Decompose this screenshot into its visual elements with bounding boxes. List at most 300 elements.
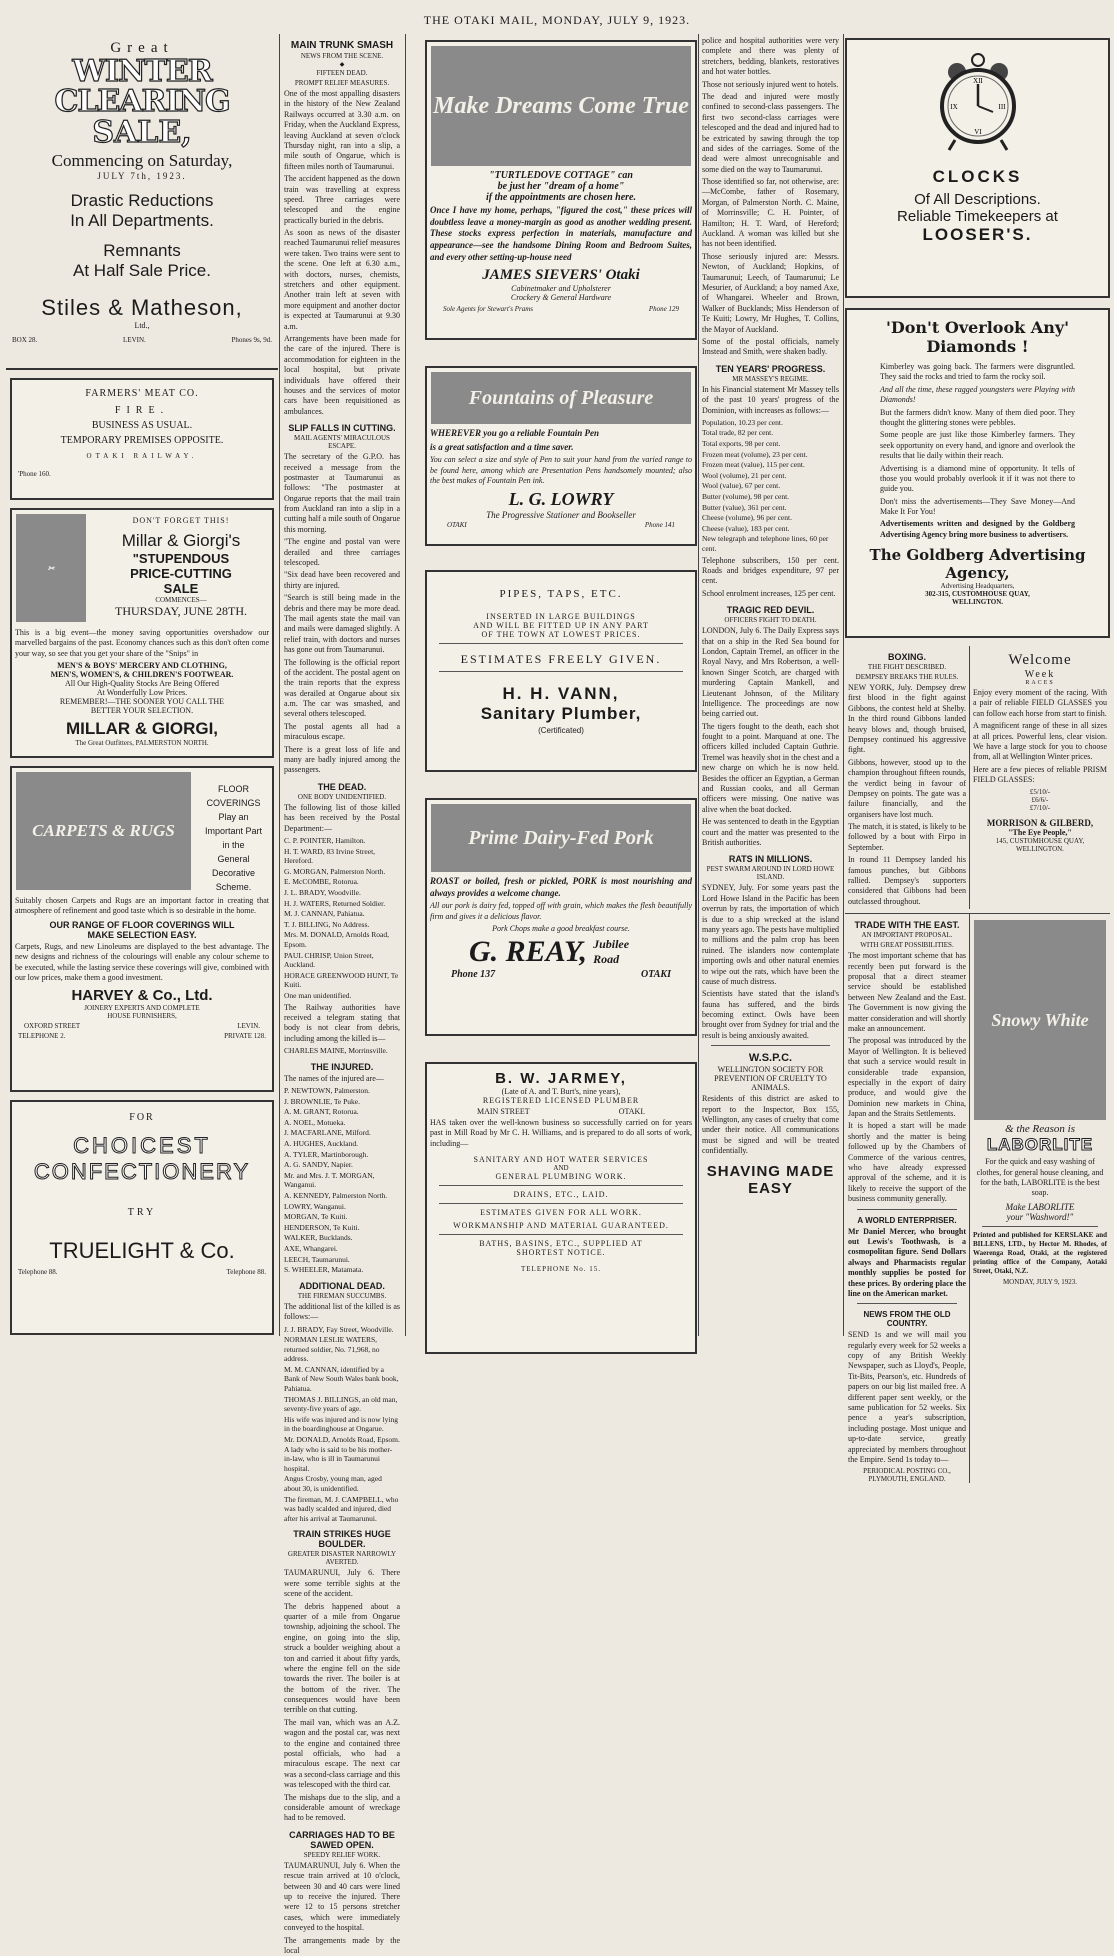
injured-list — [281, 1086, 403, 1275]
ad-firm: LABORLITE — [970, 1135, 1110, 1155]
welcome-week-ad — [970, 646, 1110, 909]
ad-text: PIPES, TAPS, ETC. — [427, 588, 695, 600]
list-item: The fireman, M. J. CAMPBELL, who was badly scalded and injured, died after his arrival at Taumarunui. — [284, 1495, 400, 1524]
ad-body: Carpets, Rugs, and new Linoleums are displayed to the best advantage. The new designs and richness of the colourings will enable any colour scheme to be executed, while the lasting service these coverings will give, combined with our low prices, make them a good investment. — [15, 942, 269, 984]
ad-text: Phone 137 — [451, 969, 495, 980]
ad-firm: PERIODICAL POSTING CO., PLYMOUTH, ENGLAND. — [845, 1467, 969, 1483]
boxing-and-welcome-row — [845, 646, 1110, 909]
harvey-ad — [10, 766, 274, 1092]
list-item: Mrs. M. DONALD, Arnolds Road, Epsom. — [284, 930, 400, 949]
ad-text: All Our High-Quality Stocks Are Being Offered — [12, 679, 272, 688]
lowry-ad — [425, 366, 697, 546]
list-item: A. HUGHES, Auckland. — [284, 1139, 400, 1149]
column-5 — [845, 34, 1110, 1336]
article-subhead: WELLINGTON SOCIETY FOR PREVENTION OF CRUELTY TO ANIMALS. — [699, 1065, 842, 1092]
ad-text: BUSINESS AS USUAL. — [12, 420, 272, 431]
ad-text: WELLINGTON. — [970, 845, 1110, 853]
ad-text: 'Phone 160. — [18, 470, 272, 478]
ad-text: The Great Outfitters, PALMERSTON NORTH. — [12, 739, 272, 747]
article-paragraph: NEW YORK, July. Dempsey drew first blood in the fight against Gibbons, the contest held at Shelby. In the third round Gibbons landed heavy blows and, though bruised, Dempsey continued his aggressive fight. — [848, 683, 966, 756]
imprint: Printed and published for KERSLAKE and BILLENS, LTD., by Hector M. Rhodes, of Waerenga Road, Otaki, at the registered printing office of the Company, Aotaki Street, Otaki, N.Z. — [973, 1231, 1107, 1276]
list-item: MORGAN, Te Kuiti. — [284, 1212, 400, 1222]
article-headline: A WORLD ENTERPRISER. — [845, 1216, 969, 1225]
ad-text: OF THE TOWN AT LOWEST PRICES. — [427, 630, 695, 639]
ad-text: if the appointments are chosen here. — [427, 192, 695, 203]
stats-list — [699, 418, 842, 554]
article-paragraph: Arrangements have been made for the care of the injured. There is accommodation for eighteen in the local hospital, but private individuals have offered their houses and the services of motor cars have been requisitioned as ambulances. — [284, 334, 400, 417]
ad-body: For the quick and easy washing of clothes, for general house cleaning, and for the bath, LABORLITE is the best soap. — [973, 1157, 1107, 1199]
ad-text: JULY 7th, 1923. — [6, 171, 278, 181]
list-item: One man unidentified. — [284, 991, 400, 1001]
article-headline: TEN YEARS' PROGRESS. — [699, 364, 842, 374]
article-subhead: GREATER DISASTER NARROWLY AVERTED. — [281, 1550, 403, 1566]
list-item: Cheese (volume), 96 per cent. — [702, 513, 839, 523]
article-paragraph: One of the most appalling disasters in the history of the New Zealand Railways occurred at 3.30 a.m. on Friday, when the Auckland Express, leaving Auckland at seven o'clock Thursday night, ran into a slip, a mile south of Ongarue, which is fifteen miles north of Taumarunui. — [284, 89, 400, 172]
article-paragraph: The most important scheme that has recently been put forward is the proposal that a direct steamer service should be established between New Zealand and the East. The Government is now giving the matter consideration and will shortly make an announcement. — [848, 951, 966, 1034]
laborlite-ad — [970, 914, 1110, 1483]
ad-text: Telephone 88. — [226, 1268, 266, 1276]
article-subhead: MAIL AGENTS' MIRACULOUS ESCAPE. — [281, 434, 403, 450]
ad-body: A magnificent range of these in all sizes at all prices. Powerful lens, clear vision. We have a large stock for you to choose from, all at Wellington Winter prices. — [973, 721, 1107, 763]
article-paragraph: The proposal was introduced by the Mayor of Wellington. It is believed that such a service would result in considerable trade expansion, especially in the export of dairy produce, and would give the Dominion new markets in China, Japan and the Straits Settlements. — [848, 1036, 966, 1119]
list-item: J. BROWNLIE, Te Puke. — [284, 1097, 400, 1107]
article-paragraph: The secretary of the G.P.O. has received a message from the postmaster at Taumarunui as follows: "The postmaster at Ongarue reports that the mail train from Auckland ran into a slip in a cutting half a mile south of Ongarue this morning. — [284, 452, 400, 535]
svg-text:XII: XII — [973, 77, 983, 85]
ad-text: OXFORD STREET — [24, 1022, 80, 1030]
column-1 — [6, 34, 278, 1336]
article-subhead: NEWS FROM THE SCENE. — [281, 52, 403, 60]
article-paragraph: The postal agents all had a miraculous escape. — [284, 722, 400, 743]
column-rule — [405, 34, 406, 1336]
ad-body: Advertisements written and designed by the Goldberg Advertising Agency bring more business to advertisers. — [880, 519, 1075, 540]
jarmey-ad — [425, 1062, 697, 1354]
list-item: T. J. BILLING, No Address. — [284, 920, 400, 930]
ad-text: 145, CUSTOMHOUSE QUAY, — [970, 837, 1110, 845]
article-paragraph: police and hospital authorities were very complete and there was plenty of stretchers, bedding, blankets, restoratives and hot water bottles. — [702, 36, 839, 78]
ad-text: DRAINS, ETC., LAID. — [427, 1190, 695, 1199]
article-paragraph: "Search is still being made in the debris and there may be more dead. The mail agents state the mail van and mails were damaged slightly. A relief train, with doctors and nurses has gone out from Taumarunui. — [284, 593, 400, 655]
ad-body: And all the time, these ragged youngsters were Playing with Diamonds! — [880, 385, 1075, 406]
ad-headline: CONFECTIONERY — [12, 1159, 272, 1185]
list-item: E. McCOMBE, Rotorua. — [284, 877, 400, 887]
list-item: A. G. SANDY, Napier. — [284, 1160, 400, 1170]
ad-headline: PRICE-CUTTING — [90, 566, 272, 581]
ad-text: OTAKI RAILWAY. — [12, 452, 272, 460]
article-subhead: MR MASSEY'S REGIME. — [699, 375, 842, 383]
ad-text: Pork Chops make a good breakfast course. — [427, 924, 695, 933]
list-item: J. L. BRADY, Woodville. — [284, 888, 400, 898]
ad-text: THURSDAY, JUNE 28TH. — [90, 604, 272, 619]
list-item: H. T. WARD, 83 Irvine Street, Hereford. — [284, 847, 400, 866]
ad-firm: TRUELIGHT & Co. — [12, 1238, 272, 1264]
ad-text: "TURTLEDOVE COTTAGE" can — [427, 170, 695, 181]
ad-text: (Certificated) — [427, 726, 695, 735]
ad-text: INSERTED IN LARGE BUILDINGS — [427, 612, 695, 621]
article-paragraph: The additional list of the killed is as follows:— — [284, 1302, 400, 1323]
article-paragraph: TAUMARUNUI, July 6. When the rescue train arrived at 10 o'clock, between 30 and 40 cars were lined up to receive the injured. There were 12 to 15 persons stretcher cases, which were immediately conveyed to the hospital. — [284, 1861, 400, 1934]
ad-text: LEVIN. — [123, 336, 146, 344]
list-item: Butter (value), 361 per cent. — [702, 503, 839, 513]
ad-text: LEVIN. — [237, 1022, 260, 1030]
ad-text: is a great satisfaction and a time saver. — [430, 442, 692, 454]
article-subhead: ONE BODY UNIDENTIFIED. — [281, 793, 403, 801]
ad-text: ESTIMATES GIVEN FOR ALL WORK. — [427, 1208, 695, 1217]
ad-text: Phone 129 — [649, 305, 679, 313]
list-item: NORMAN LESLIE WATERS, returned soldier, No. 71,968, no address. — [284, 1335, 400, 1364]
article-paragraph: LONDON, July 6. The Daily Express says that on a ship in the Red Sea bound for London, Captain Tremel, an officer in the Royal Navy, and Mrs Robertson, a well-known Singer Scotch, are charged with murdering Captain Mankell, and Lieutenant Johnson, of the Military Intelligence. The proceedings are now being carried out. — [702, 626, 839, 720]
trade-and-laborlite-row — [845, 913, 1110, 1483]
reay-ad — [425, 798, 697, 1036]
imprint-date: MONDAY, JULY 9, 1923. — [970, 1278, 1110, 1286]
list-item: P. NEWTOWN, Palmerston. — [284, 1086, 400, 1096]
ad-body: ROAST or boiled, fresh or pickled, PORK is most nourishing and always provides a welcome change. — [430, 876, 692, 899]
ad-text: Of All Descriptions. — [847, 191, 1108, 208]
article-subhead: THE FIREMAN SUCCUMBS. — [281, 1292, 403, 1300]
list-item: Frozen meat (value), 115 per cent. — [702, 460, 839, 470]
list-item: Frozen meat (volume), 23 per cent. — [702, 450, 839, 460]
list-item: A. TYLER, Martinborough. — [284, 1150, 400, 1160]
ad-text: FOR — [12, 1112, 272, 1123]
article-headline: ADDITIONAL DEAD. — [281, 1281, 403, 1291]
ad-text: Cabinetmaker and Upholsterer — [427, 284, 695, 293]
article-headline: TRAIN STRIKES HUGE BOULDER. — [281, 1529, 403, 1549]
ad-text: SHORTEST NOTICE. — [427, 1248, 695, 1257]
article-paragraph: Mr Daniel Mercer, who brought out Lewis's Toothwash, is a cosmopolitan figure. Send Dollars always and Pharmacists regular monthly supplies be posted for these prices. By ordering place the line on the American market. — [848, 1227, 966, 1300]
ad-text: Important Part — [195, 824, 272, 838]
ad-firm: Stiles & Matheson, — [6, 295, 278, 321]
list-item: Butter (volume), 98 per cent. — [702, 492, 839, 502]
list-item: WALKER, Bucklands. — [284, 1233, 400, 1243]
ad-text: your "Washword!" — [970, 1212, 1110, 1222]
ad-headline: SALE — [90, 581, 272, 596]
ad-text: RACES — [970, 680, 1110, 686]
ad-text: Phone 141 — [645, 521, 675, 529]
ad-text: SANITARY AND HOT WATER SERVICES — [427, 1155, 695, 1164]
ad-text: AND — [427, 1164, 695, 1172]
article-paragraph: It is hoped a start will be made shortly and the matter is being followed up by the Chambers of Commerce of the various centres, who have already expressed approval of the scheme, and it is likely to receive the support of the business community generally. — [848, 1121, 966, 1204]
carpets-rugs-illustration: CARPETS & RUGS — [16, 772, 191, 890]
article-headline: THE INJURED. — [281, 1062, 403, 1072]
ad-firm: JAMES SIEVERS' Otaki — [427, 267, 695, 284]
list-item: PAUL CHRISP, Union Street, Auckland. — [284, 951, 400, 970]
ad-body: Suitably chosen Carpets and Rugs are an important factor in creating that atmosphere of refinement and good taste which is so desirable in the home. — [15, 896, 269, 917]
article-paragraph: Telephone subscribers, 150 per cent. Roads and bridges expenditure, 97 per cent. — [702, 556, 839, 587]
ad-headline: Millar & Giorgi's — [90, 531, 272, 551]
ad-body: Don't miss the advertisements—They Save Money—And Make It For You! — [880, 497, 1075, 518]
article-paragraph: Those seriously injured are: Messrs. Newton, of Auckland; Hopkins, of Taumarunui; Leech, of Taumarunui; Le Mesurier, of Auckland; a boy named Axe, of Whangarei. Wheeler and Brown, Walker of Bucklands; Miss Henderson of Te Kuiti; Lowry, Mr Hughes, T. Collins, the Mayor of Auckland. — [702, 252, 839, 335]
column-4-news — [699, 34, 842, 1336]
article-subhead: FIFTEEN DEAD. — [281, 69, 403, 77]
ad-text: be just her "dream of a home" — [427, 181, 695, 192]
farmers-meat-ad — [10, 378, 274, 500]
ad-text: DON'T FORGET THIS! — [90, 516, 272, 525]
ad-text: COVERINGS — [195, 796, 272, 810]
article-paragraph: Those not seriously injured went to hotels. — [702, 80, 839, 90]
trade-article — [845, 914, 970, 1483]
article-headline: SLIP FALLS IN CUTTING. — [281, 423, 403, 433]
article-subhead: DEMPSEY BREAKS THE RULES. — [845, 673, 969, 681]
ad-text: Decorative — [195, 866, 272, 880]
article-headline: TRAGIC RED DEVIL. — [699, 605, 842, 615]
list-item: A. KENNEDY, Palmerston North. — [284, 1191, 400, 1201]
ad-body: Advertising is a diamond mine of opportunity. It tells of those you would probably overlook it if it was not there to guide you. — [880, 464, 1075, 495]
ad-headline: "STUPENDOUS — [90, 551, 272, 566]
column-rule — [279, 34, 280, 1336]
ad-firm: LOOSER'S. — [847, 225, 1108, 245]
ad-text: GENERAL PLUMBING WORK. — [427, 1172, 695, 1181]
ad-text: PRIVATE 128. — [224, 1032, 266, 1040]
ad-text: ESTIMATES FREELY GIVEN. — [427, 652, 695, 667]
list-item: Angus Crosby, young man, aged about 30, is unidentified. — [284, 1474, 400, 1493]
ad-text: At Half Sale Price. — [6, 261, 278, 281]
ad-headline: SALE, — [6, 117, 278, 149]
ad-body: HAS taken over the well-known business so successfully carried on for years past in Mill Road by Mr C. H. Williams, and is prepared to do all sorts of work, including— — [430, 1118, 692, 1149]
ad-firm: MILLAR & GIORGI, — [12, 719, 272, 739]
ad-body: All our pork is dairy fed, topped off with grain, which makes the flesh beautifully firm and gives it a delicious flavor. — [430, 901, 692, 922]
article-paragraph: There is a great loss of life and many are badly injured among the passengers. — [284, 745, 400, 776]
ad-body: You can select a size and style of Pen to suit your hand from the varied range to be found here, among which are Presentation Pens handsomely mounted; also the best makes of Fountain Pen ink. — [430, 455, 692, 486]
list-item: Population, 10.23 per cent. — [702, 418, 839, 428]
ad-firm: HARVEY & Co., Ltd. — [12, 987, 272, 1004]
ad-body: SEND 1s and we will mail you regularly every week for 52 weeks a copy of any British Weekly Newspaper, such as Lloyd's, People, Tit-Bits, Pearson's, etc. Hundreds of papers on our big list mailed free. A different paper sent weekly, or the same publication for 52 weeks. Six pence a year's subscription, including postage. Most unique and up-to-date service, greatly appreciated by members throughout the Empire. Send 1s today to— — [848, 1330, 966, 1465]
ad-text: At Wonderfully Low Prices. — [12, 688, 272, 697]
ad-text: Telephone 88. — [18, 1268, 58, 1276]
article-paragraph: The Railway authorities have received a telegram stating that body is not clear from debris, including among the killed is— — [284, 1003, 400, 1045]
ad-text: AND WILL BE FITTED UP IN ANY PART — [427, 621, 695, 630]
truelight-ad — [10, 1100, 274, 1335]
ad-headline: CLOCKS — [847, 167, 1108, 187]
dead-list — [281, 836, 403, 1001]
svg-text:III: III — [998, 103, 1006, 111]
ad-firm: G. REAY, — [469, 935, 587, 969]
article-paragraph: He was sentenced to death in the Egyptian court and the matter was presented to the British authorities. — [702, 817, 839, 848]
article-paragraph: School enrolment increases, 125 per cent. — [702, 589, 839, 599]
list-item: Total trade, 82 per cent. — [702, 428, 839, 438]
list-item: Wool (volume), 21 per cent. — [702, 471, 839, 481]
ad-firm: The Goldberg Advertising Agency, — [847, 546, 1108, 582]
article-headline: THE DEAD. — [281, 782, 403, 792]
cottage-illustration: Make Dreams Come True — [431, 46, 691, 166]
ad-text: FLOOR — [195, 782, 272, 796]
alarm-clock-icon — [933, 48, 1023, 158]
article-paragraph: Scientists have stated that the island's fauna has suffered, and the birds becoming extinct. Owls have been brought over from Sydney for trial and the result is being anxiously awaited. — [702, 989, 839, 1041]
ad-firm: Sanitary Plumber, — [427, 704, 695, 724]
ad-headline: Welcome — [970, 652, 1110, 669]
svg-text:VI: VI — [974, 128, 982, 136]
price: £7/10/- — [970, 804, 1110, 812]
fountain-pen-illustration: Fountains of Pleasure — [431, 372, 691, 424]
price: £5/10/- — [970, 788, 1110, 796]
article-headline: TRADE WITH THE EAST. — [845, 920, 969, 930]
list-item: Mr. DONALD, Arnolds Road, Epsom. A lady who is said to be his mother-in-law, who is ill in Taumarunui hospital. — [284, 1435, 400, 1473]
ad-text: BETTER YOUR SELECTION. — [12, 706, 272, 715]
list-item: J. MACFARLANE, Milford. — [284, 1128, 400, 1138]
article-paragraph: The dead and injured were mostly confined to second-class passengers. The first two second-class carriages were telescoped and the dead and injured had to be extricated by sawing through the top and sides of the carriages. Some of the dead were almost unrecognisable and some died on the way to Taumarunui. — [702, 92, 839, 175]
ad-text: In All Departments. — [6, 211, 278, 231]
ad-body: Once I have my home, perhaps, "figured the cost," these prices will doubtless leave a money-margin as good as another wedding present. These stocks express perfection in materials, manufacture and appearance—see the handsome Dining Room and Bedroom Suites, and every other setting-up-house need — [430, 205, 692, 263]
article-headline: CARRIAGES HAD TO BE SAWED OPEN. — [281, 1830, 403, 1850]
ad-text: REGISTERED LICENSED PLUMBER — [427, 1096, 695, 1105]
ad-headline: CHOICEST — [12, 1133, 272, 1159]
ad-text: JOINERY EXPERTS AND COMPLETE — [12, 1004, 272, 1012]
ad-text: OUR RANGE OF FLOOR COVERINGS WILL — [12, 920, 272, 930]
ad-text: HOUSE FURNISHERS, — [12, 1012, 272, 1020]
ad-text: Make LABORLITE — [970, 1202, 1110, 1212]
article-paragraph: Some of the postal officials, namely Imstead and Smith, were shaken badly. — [702, 337, 839, 358]
ad-text: General — [195, 852, 272, 866]
ad-text: Sole Agents for Stewart's Prams — [443, 305, 533, 313]
ad-text: Remnants — [6, 241, 278, 261]
article-subhead: AN IMPORTANT PROPOSAL. — [845, 931, 969, 939]
ad-text: in the — [195, 838, 272, 852]
ad-text: Week — [970, 669, 1110, 680]
ad-headline: WINTER CLEARING — [6, 57, 278, 117]
list-item: M. J. CANNAN, Pahiatua. — [284, 909, 400, 919]
ad-headline: Diamonds ! — [847, 337, 1108, 356]
price: £6/6/- — [970, 796, 1110, 804]
ad-text: MEN'S, WOMEN'S, & CHILDREN'S FOOTWEAR. — [12, 670, 272, 679]
article-paragraph: The debris happened about a quarter of a mile from Ongarue township, adjoining the school. The engine, on going into the slip, struck a boulder weighing about a ton and carried it about fifty yards, where the engine fell on the side towards the river. The boiler is at the bottom of the river. The consequences would have been terrible on that cutting. — [284, 1602, 400, 1716]
column-rule — [843, 34, 844, 1336]
article-paragraph: The names of the injured are— — [284, 1074, 400, 1084]
ad-text: Jubilee Road — [593, 937, 653, 967]
article-headline: MAIN TRUNK SMASH — [281, 40, 403, 51]
vann-ad — [425, 570, 697, 772]
ad-body: Some people are just like those Kimberley farmers. They seek opportunity on every hand, and ignore and overlook the results that lie daily within their reach. — [880, 430, 1075, 461]
ad-text: Great — [6, 40, 278, 57]
ad-text: BATHS, BASINS, ETC., SUPPLIED AT — [427, 1239, 695, 1248]
article-paragraph: TAUMARUNUI, July 6. There were some terrible sights at the scene of the accident. — [284, 1568, 400, 1599]
ad-body: But the farmers didn't know. Many of them died poor. They thought the glittering stones were pebbles. — [880, 408, 1075, 429]
ornament: ◆ — [281, 62, 403, 68]
ad-text: BOX 28. — [12, 336, 37, 344]
article-headline: W.S.P.C. — [699, 1052, 842, 1064]
list-item: HENDERSON, Te Kuiti. — [284, 1223, 400, 1233]
article-paragraph: The tigers fought to the death, each shot fought to a point. Marquand at one. The officers killed included Captain Guthrie. Tremel was heavily shot in the chest and a new charge on which he is now held. Besides the officer an Egyptian, a German and Russian cooks, and all German officers were missing. One native was alive when the boat docked. — [702, 722, 839, 816]
ad-firm: H. H. VANN, — [427, 684, 695, 704]
list-item: J. J. BRADY, Fay Street, Woodville. — [284, 1325, 400, 1335]
column-3 — [425, 34, 697, 1336]
ad-text: TELEPHONE 2. — [18, 1032, 65, 1040]
pork-illustration: Prime Dairy-Fed Pork — [431, 804, 691, 872]
looser-clocks-ad — [845, 38, 1110, 298]
article-paragraph: The match, it is stated, is likely to be followed by a bout with Firpo in September. — [848, 822, 966, 853]
article-paragraph: The mail van, which was an A.Z. wagon and the postal car, was next to the engine and contained three postal officials, who had a miraculous escape. The next car was a second-class carriage and this was telescoped with the third car. — [284, 1718, 400, 1791]
ad-text: The Progressive Stationer and Bookseller — [427, 510, 695, 520]
list-item: AXE, Whangarei. — [284, 1244, 400, 1254]
ad-text: Reliable Timekeepers at — [847, 208, 1108, 225]
ad-text: Crockery & General Hardware — [427, 293, 695, 302]
article-paragraph: "The engine and postal van were derailed and three carriages telescoped. — [284, 537, 400, 568]
ad-text: REMEMBER!—THE SOONER YOU CALL THE — [12, 697, 272, 706]
list-item: Cheese (value), 183 per cent. — [702, 524, 839, 534]
list-item: THOMAS J. BILLINGS, an old man, seventy-five years of age. — [284, 1395, 400, 1414]
ad-body: Kimberley was going back. The farmers were disgruntled. They said the rocks and tried to farm the rocky soil. — [880, 362, 1075, 383]
ad-text: COMMENCES— — [90, 596, 272, 604]
ad-text: MAIN STREET — [477, 1107, 530, 1116]
list-item: S. WHEELER, Matamata. — [284, 1265, 400, 1275]
article-paragraph: Gibbons, however, stood up to the champion throughout fifteen rounds, the verdict being in favour of Dempsey on points. The gate was a failure financially, and the organisers have lost much. — [848, 758, 966, 820]
ad-text: TELEPHONE No. 15. — [427, 1265, 695, 1273]
ad-firm: B. W. JARMEY, — [427, 1070, 695, 1087]
ad-text: Play an — [195, 810, 272, 824]
article-headline: BOXING. — [845, 652, 969, 662]
list-item: M. M. CANNAN, identified by a Bank of New South Wales bank book, Pahiatua. — [284, 1365, 400, 1394]
article-paragraph: The mishaps due to the slip, and a considerable amount of wreckage had to be removed. — [284, 1793, 400, 1824]
ad-text: WELLINGTON. — [847, 598, 1108, 606]
article-subhead: SPEEDY RELIEF WORK. — [281, 1851, 403, 1859]
list-item: Total exports, 98 per cent. — [702, 439, 839, 449]
list-item: G. MORGAN, Palmerston North. — [284, 867, 400, 877]
masthead: THE OTAKI MAIL, MONDAY, JULY 9, 1923. — [0, 0, 1114, 30]
ad-text: MAKE SELECTION EASY. — [12, 930, 272, 940]
article-paragraph: Residents of this district are asked to report to the Inspector, Box 155, Wellington, any cases of cruelty that come under their notice. All communications must be signed and will be treated confidentially. — [702, 1094, 839, 1156]
shopper-illustration: ✂ — [16, 514, 86, 622]
article-subhead: WITH GREAT POSSIBILITIES. — [845, 941, 969, 949]
ad-text: (Late of A. and T. Burt's, nine years), — [427, 1087, 695, 1096]
ad-firm: L. G. LOWRY — [427, 489, 695, 510]
ad-text: OTAKI — [641, 969, 671, 980]
ad-headline: SHAVING MADE EASY — [699, 1163, 842, 1197]
article-headline: RATS IN MILLIONS. — [699, 854, 842, 864]
article-paragraph: SYDNEY, July. For some years past the Lord Howe Island in the Pacific has been overrun by rats, the importation of which is due to a ship wrecked at the island many years ago. The pests have multiplied to millions and the palm crop has been ruined. The islanders now contemplate importing owls and other natural enemies to wipe out the rats, which have been the cause of much distress. — [702, 883, 839, 987]
ad-text: Drastic Reductions — [6, 191, 278, 211]
article-paragraph: In round 11 Dempsey landed his famous punches, but Gibbons rallied. Dempsey's supporters considered that Gibbons had been outclassed throughout. — [848, 855, 966, 907]
article-subhead: THE FIGHT DESCRIBED. — [845, 663, 969, 671]
additional-dead-list — [281, 1325, 403, 1524]
ad-text: WHEREVER you go a reliable Fountain Pen — [430, 428, 692, 440]
article-paragraph: The accident happened as the down train was travelling at express speed. Three carriages were telescoped and the engine practically buried in the debris. — [284, 174, 400, 226]
ad-firm: MORRISON & GILBERD, — [970, 818, 1110, 828]
list-item: Mr. and Mrs. J. T. MORGAN, Wanganui. — [284, 1171, 400, 1190]
ad-text: Commencing on Saturday, — [6, 151, 278, 171]
list-item: New telegraph and telephone lines, 60 per cent. — [702, 534, 839, 553]
boxing-article — [845, 646, 970, 909]
ad-text: & the Reason is — [970, 1123, 1110, 1135]
ad-text: 302-315, CUSTOMHOUSE QUAY, — [847, 590, 1108, 598]
list-item: C. P. POINTER, Hamilton. — [284, 836, 400, 846]
sievers-ad — [425, 40, 697, 340]
list-item: Wool (value), 67 per cent. — [702, 481, 839, 491]
article-paragraph: In his Financial statement Mr Massey tells of the past 10 years' progress of the Dominion, with increases as follows:— — [702, 385, 839, 416]
ad-body: Here are a few pieces of reliable PRISM FIELD GLASSES: — [973, 765, 1107, 786]
list-item: HORACE GREENWOOD HUNT, Te Kuiti. — [284, 971, 400, 990]
article-paragraph: As soon as news of the disaster reached Taumarunui relief measures were taken. Two trains were sent to the scene. One left at 6.30 a.m., with doctors, nurses, chemists, stretchers and other equipment. Another train left at seven with more equipment and another doctor is expected at Taumarunui at 9.30 a.m. — [284, 228, 400, 332]
ad-body: Enjoy every moment of the racing. With a pair of reliable FIELD GLASSES you can follow each horse from start to finish. — [973, 688, 1107, 719]
ad-text: TEMPORARY PREMISES OPPOSITE. — [12, 435, 272, 446]
ad-text: "The Eye People," — [970, 828, 1110, 837]
article-paragraph: The following list of those killed has been received by the Postal Department:— — [284, 803, 400, 834]
ad-body: This is a big event—the money saving opportunities overshadow our marvelled bargains of the past. Economy chances such as this don't often come your way, so see that you get your share of the "Snips" in — [15, 628, 269, 659]
ad-text: OTAKI. — [619, 1107, 645, 1116]
article-subhead: PEST SWARM AROUND IN LORD HOWE ISLAND. — [699, 865, 842, 881]
article-subhead: PROMPT RELIEF MEASURES. — [281, 79, 403, 87]
ad-text: TRY — [12, 1207, 272, 1218]
article-paragraph: "Six dead have been recovered and thirty are injured. — [284, 570, 400, 591]
list-item: LOWRY, Wanganui. — [284, 1202, 400, 1212]
list-item: His wife was injured and is now lying in the boardinghouse at Ongarue. — [284, 1415, 400, 1434]
ad-text: FARMERS' MEAT CO. — [12, 388, 272, 399]
list-item: LEECH, Taumarunui. — [284, 1255, 400, 1265]
article-paragraph: The arrangements made by the local — [284, 1936, 400, 1956]
column-2-news — [281, 34, 403, 1336]
svg-text:IX: IX — [950, 103, 957, 111]
article-paragraph: The following is the official report of the accident. The postal agent on the train reports that the express was derailed at Ongarue about six a.m. The car was smashed, and several others telescoped. — [284, 658, 400, 720]
list-item: A. NOEL, Motueka. — [284, 1118, 400, 1128]
ad-text: FIRE. — [12, 405, 272, 416]
list-item: H. J. WATERS, Returned Soldier. — [284, 899, 400, 909]
ad-text: MEN'S & BOYS' MERCERY AND CLOTHING, — [12, 661, 272, 670]
